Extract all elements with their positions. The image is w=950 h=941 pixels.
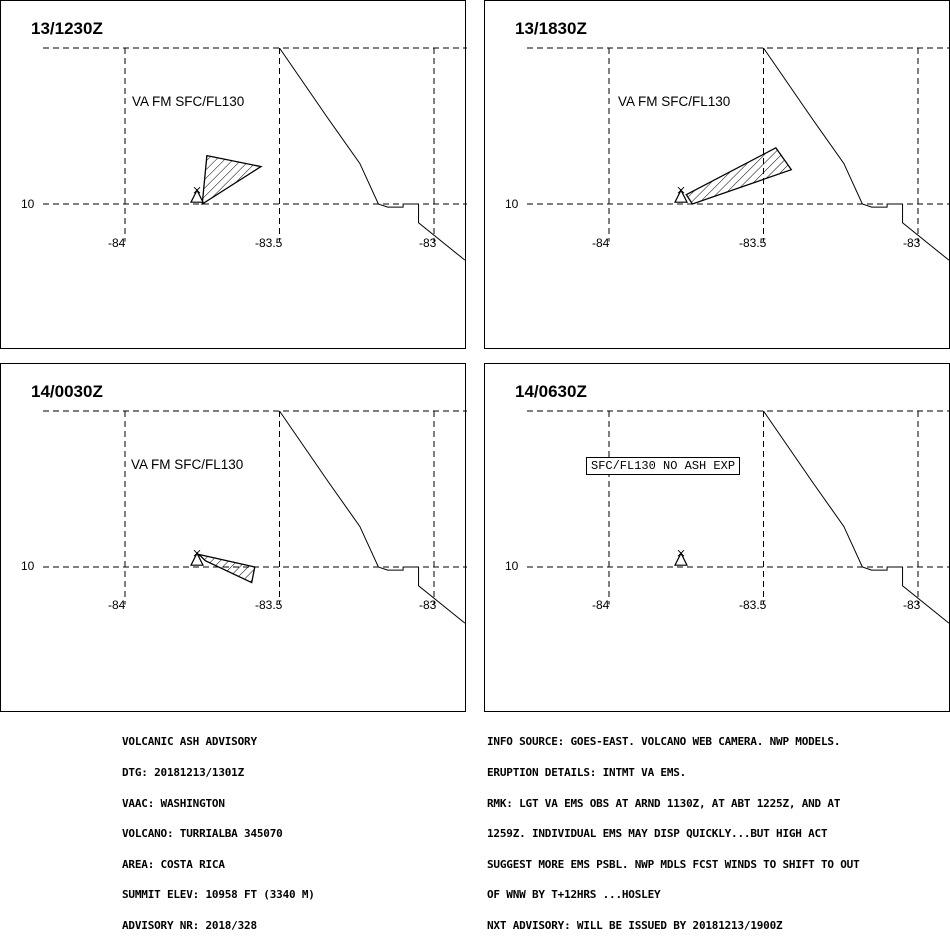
map-canvas-3 xyxy=(1,364,467,713)
footer-line: ADVISORY NR: 2018/328 xyxy=(122,919,257,933)
panel-time-title: 14/0030Z xyxy=(31,382,103,401)
lon-label-83-5: -83.5 xyxy=(255,598,283,612)
lat-label: 10 xyxy=(505,197,519,211)
lon-label-83-5: -83.5 xyxy=(739,236,767,250)
volcano-icon xyxy=(191,550,203,565)
footer-line: INFO SOURCE: GOES-EAST. VOLCANO WEB CAMERA. NWP MODELS. xyxy=(487,735,841,749)
volcano-icon xyxy=(191,187,203,202)
advisory-remarks-block xyxy=(487,717,860,941)
ash-level-label: VA FM SFC/FL130 xyxy=(132,94,245,109)
lat-label: 10 xyxy=(505,559,519,573)
footer-line: VOLCANIC ASH ADVISORY xyxy=(122,735,257,749)
footer-line: OF WNW BY T+12HRS ...HOSLEY xyxy=(487,888,661,902)
map-canvas-1 xyxy=(1,1,467,350)
forecast-panel-1 xyxy=(0,0,466,349)
ash-cloud-polygon xyxy=(202,156,261,204)
lon-label-83: -83 xyxy=(419,236,437,250)
lon-label-83: -83 xyxy=(903,236,921,250)
ash-cloud-polygon xyxy=(686,148,791,204)
lat-label: 10 xyxy=(21,197,35,211)
footer-line: DTG: 20181213/1301Z xyxy=(122,766,245,780)
coastline xyxy=(280,411,465,623)
map-canvas-2 xyxy=(485,1,950,350)
advisory-header-block xyxy=(122,717,315,941)
lon-label-84: -84 xyxy=(108,598,126,612)
lon-label-83-5: -83.5 xyxy=(739,598,767,612)
ash-level-label: VA FM SFC/FL130 xyxy=(618,94,731,109)
footer-line: SUGGEST MORE EMS PSBL. NWP MDLS FCST WINDS TO SHIFT TO OUT xyxy=(487,857,860,871)
footer-line: SUMMIT ELEV: 10958 FT (3340 M) xyxy=(122,888,315,902)
ash-level-label: VA FM SFC/FL130 xyxy=(131,457,244,472)
footer-line: VOLCANO: TURRIALBA 345070 xyxy=(122,827,283,841)
forecast-panel-4 xyxy=(484,363,950,712)
lon-label-83-5: -83.5 xyxy=(255,236,283,250)
lon-label-84: -84 xyxy=(592,236,610,250)
lon-label-83: -83 xyxy=(419,598,437,612)
map-canvas-4 xyxy=(485,364,950,713)
forecast-panel-2 xyxy=(484,0,950,349)
no-ash-expected-box: SFC/FL130 NO ASH EXP xyxy=(586,457,740,475)
coastline xyxy=(280,48,465,260)
volcano-icon xyxy=(675,187,687,202)
coastline xyxy=(764,411,949,623)
panel-time-title: 13/1230Z xyxy=(31,19,103,38)
panel-time-title: 14/0630Z xyxy=(515,382,587,401)
footer-line: NXT ADVISORY: WILL BE ISSUED BY 20181213/1900Z xyxy=(487,919,783,933)
footer-line: VAAC: WASHINGTON xyxy=(122,796,225,810)
lon-label-83: -83 xyxy=(903,598,921,612)
lon-label-84: -84 xyxy=(592,598,610,612)
footer-line: RMK: LGT VA EMS OBS AT ARND 1130Z, AT ABT 1225Z, AND AT xyxy=(487,796,841,810)
coastline xyxy=(764,48,949,260)
panel-time-title: 13/1830Z xyxy=(515,19,587,38)
ash-cloud-polygon xyxy=(199,555,255,583)
footer-line: 1259Z. INDIVIDUAL EMS MAY DISP QUICKLY...BUT HIGH ACT xyxy=(487,827,828,841)
forecast-panel-3 xyxy=(0,363,466,712)
lat-label: 10 xyxy=(21,559,35,573)
footer-line: AREA: COSTA RICA xyxy=(122,857,225,871)
lon-label-84: -84 xyxy=(108,236,126,250)
footer-line: ERUPTION DETAILS: INTMT VA EMS. xyxy=(487,766,687,780)
volcano-icon xyxy=(675,550,687,565)
